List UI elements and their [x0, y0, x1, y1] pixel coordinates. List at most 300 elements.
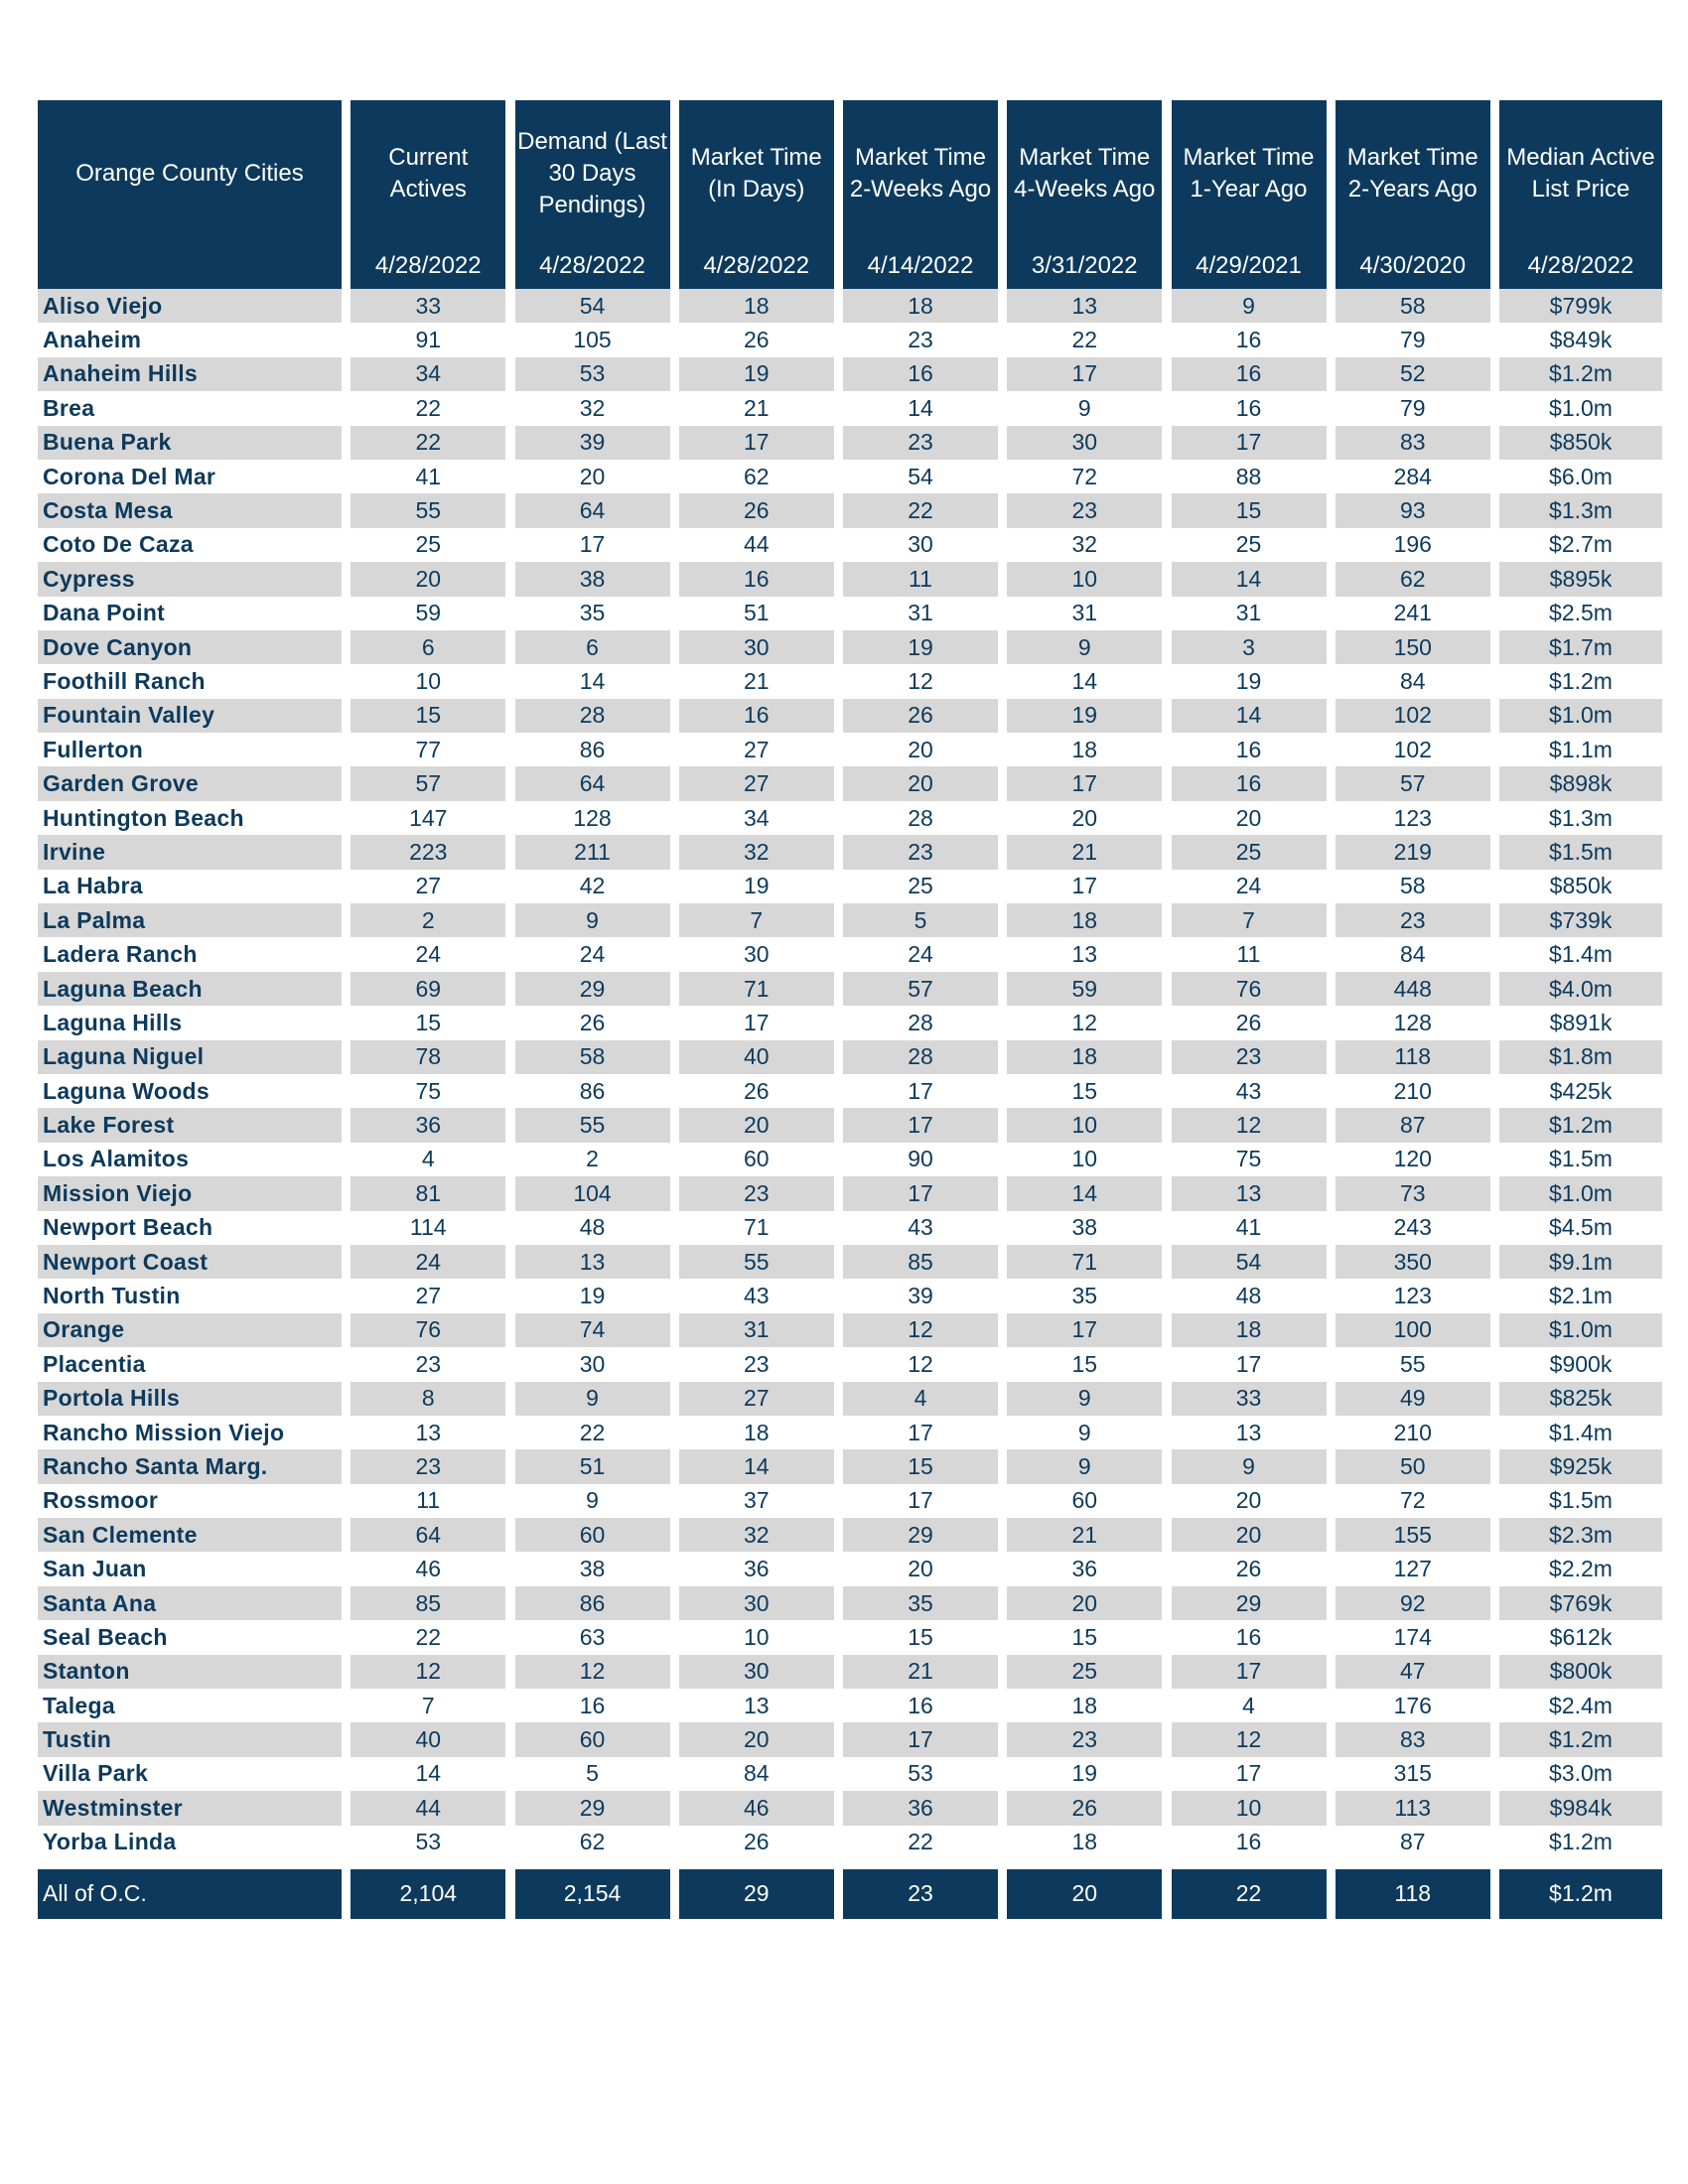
table-cell: 90 [908, 1146, 933, 1172]
table-cell: 54 [908, 463, 933, 489]
table-row [38, 1689, 1658, 1722]
table-cell: 36 [743, 1556, 770, 1582]
table-cell: 64 [515, 493, 670, 527]
table-header-row [38, 100, 1658, 289]
column-header [679, 100, 834, 289]
table-cell: 10 [1172, 1791, 1327, 1825]
table-row [38, 1416, 1658, 1449]
table-cell: 38 [515, 562, 670, 596]
table-cell: 20 [351, 562, 505, 596]
table-cell: $2.4m [1549, 1692, 1613, 1718]
table-cell: 17 [1007, 357, 1162, 391]
city-name-cell: Anaheim Hills [38, 357, 342, 391]
table-cell: 20 [679, 1722, 834, 1756]
table-cell: 11 [843, 562, 998, 596]
table-row [38, 1382, 1658, 1416]
table-cell: 84 [1399, 941, 1426, 968]
table-cell: 40 [351, 1722, 505, 1756]
table-cell: 51 [515, 1449, 670, 1483]
city-name-cell: Tustin [38, 1722, 342, 1756]
column-header-title: Market Time 4-Weeks Ago [1014, 144, 1156, 203]
table-cell: 150 [1336, 630, 1490, 664]
table-cell: 25 [1172, 835, 1327, 869]
table-cell: $2.5m [1549, 600, 1613, 626]
table-cell: 147 [409, 804, 448, 831]
table-cell: 62 [1336, 562, 1490, 596]
table-cell: 57 [1336, 766, 1490, 800]
table-cell: 23 [1007, 493, 1162, 527]
table-row [38, 1722, 1658, 1756]
table-cell: 34 [351, 357, 505, 391]
table-cell: 87 [1399, 1829, 1426, 1855]
table-cell: 23 [743, 1350, 770, 1377]
table-cell: 26 [743, 1077, 770, 1104]
table-cell: 19 [1007, 699, 1162, 733]
table-cell: 113 [1336, 1791, 1490, 1825]
table-cell: 104 [515, 1176, 670, 1210]
table-cell: 14 [1071, 667, 1098, 694]
table-cell: 14 [1007, 1176, 1162, 1210]
table-cell: 18 [843, 289, 998, 323]
table-cell: 16 [579, 1692, 606, 1718]
column-header-date: 4/29/2021 [1196, 252, 1302, 279]
table-cell: 32 [579, 394, 606, 421]
table-cell: 62 [743, 463, 770, 489]
table-cell: 25 [1007, 1655, 1162, 1689]
total-cell: 22 [1172, 1869, 1327, 1919]
table-cell: 72 [1399, 1487, 1426, 1514]
city-name-cell: Cypress [38, 562, 342, 596]
table-cell: 63 [579, 1623, 606, 1650]
city-name-cell: Dana Point [43, 600, 166, 626]
city-name-cell: Villa Park [43, 1760, 149, 1787]
city-name-cell: Anaheim [43, 327, 142, 353]
table-cell: $1.5m [1499, 835, 1662, 869]
table-cell: 10 [1071, 1146, 1098, 1172]
table-cell: 31 [1235, 600, 1262, 626]
table-cell: 17 [908, 1487, 933, 1514]
table-cell: 26 [1235, 1556, 1262, 1582]
table-cell: 7 [421, 1692, 435, 1718]
table-cell: 16 [1235, 736, 1262, 762]
table-cell: 20 [1235, 1487, 1262, 1514]
table-cell: $1.4m [1549, 941, 1613, 968]
total-cell: $1.2m [1499, 1869, 1662, 1919]
table-cell: $1.2m [1549, 1829, 1613, 1855]
city-name-cell: Aliso Viejo [38, 289, 342, 323]
table-cell: 58 [1399, 873, 1426, 899]
table-cell: $1.5m [1549, 1146, 1613, 1172]
table-cell: $1.5m [1549, 1487, 1613, 1514]
table-cell: 85 [843, 1245, 998, 1279]
table-cell: $891k [1549, 1009, 1613, 1035]
city-name-cell: Los Alamitos [43, 1146, 190, 1172]
table-cell: 16 [1235, 1623, 1262, 1650]
table-cell: 32 [1071, 531, 1098, 558]
table-cell: 16 [1235, 1829, 1262, 1855]
table-cell: 35 [1071, 1283, 1098, 1309]
city-name-cell: Placentia [43, 1350, 146, 1377]
table-cell: 12 [1172, 1108, 1327, 1142]
table-row [38, 1108, 1658, 1142]
table-cell: 86 [579, 1077, 606, 1104]
total-cell: 2,154 [515, 1869, 670, 1919]
table-cell: 26 [579, 1009, 606, 1035]
table-cell: 28 [908, 1009, 933, 1035]
table-cell: 30 [908, 531, 933, 558]
table-cell: 6 [351, 630, 505, 664]
total-cell: 118 [1336, 1869, 1490, 1919]
column-header-date: 4/28/2022 [374, 252, 482, 279]
table-cell: 9 [1172, 1449, 1327, 1483]
table-row [38, 1586, 1658, 1620]
table-cell: 52 [1336, 357, 1490, 391]
table-cell: 16 [1235, 394, 1262, 421]
table-cell: $1.2m [1549, 667, 1613, 694]
city-name-cell: Irvine [38, 835, 342, 869]
table-cell: $1.0m [1549, 394, 1613, 421]
table-cell: 47 [1336, 1655, 1490, 1689]
city-name-cell: Brea [43, 394, 95, 421]
table-cell: 22 [415, 1623, 442, 1650]
table-cell: 448 [1336, 972, 1490, 1006]
table-cell: 59 [415, 600, 442, 626]
table-cell: 92 [1336, 1586, 1490, 1620]
table-cell: 18 [1071, 1829, 1098, 1855]
table-cell: 11 [1236, 941, 1261, 968]
table-cell: 42 [579, 873, 606, 899]
table-cell: 20 [843, 766, 998, 800]
table-cell: 22 [415, 394, 442, 421]
table-cell: 23 [351, 1449, 505, 1483]
table-cell: $1.2m [1499, 1108, 1662, 1142]
table-cell: 21 [843, 1655, 998, 1689]
table-row [38, 1620, 1658, 1654]
table-cell: 35 [579, 600, 606, 626]
table-cell: $1.3m [1549, 804, 1613, 831]
table-cell: 7 [1172, 903, 1327, 937]
table-cell: 62 [579, 1829, 606, 1855]
column-header [38, 100, 342, 289]
table-cell: 29 [515, 972, 670, 1006]
table-cell: $612k [1549, 1623, 1613, 1650]
table-cell: 28 [908, 804, 933, 831]
city-name-cell: Seal Beach [43, 1623, 168, 1650]
table-cell: 6 [515, 630, 670, 664]
column-header-title: Current Actives [388, 144, 469, 203]
table-row [38, 323, 1658, 356]
table-cell: 43 [908, 1214, 933, 1241]
table-cell: 83 [1336, 1722, 1490, 1756]
table-cell: $800k [1499, 1655, 1662, 1689]
table-cell: 123 [1393, 804, 1432, 831]
table-cell: 22 [579, 1419, 606, 1445]
table-cell: 33 [351, 289, 505, 323]
table-row [38, 357, 1658, 391]
table-cell: 60 [515, 1518, 670, 1552]
table-cell: 18 [1071, 736, 1098, 762]
table-cell: 17 [743, 1009, 770, 1035]
table-cell: 16 [1235, 327, 1262, 353]
column-header-date: 4/28/2022 [539, 252, 645, 279]
table-cell: 13 [743, 1692, 770, 1718]
table-row [38, 493, 1658, 527]
table-cell: 28 [515, 699, 670, 733]
table-cell: 78 [351, 1040, 505, 1074]
city-name-cell: Orange [38, 1313, 342, 1347]
table-cell: $4.0m [1499, 972, 1662, 1006]
table-cell: 17 [843, 1108, 998, 1142]
city-name-cell: Laguna Hills [43, 1009, 183, 1035]
table-cell: 315 [1393, 1760, 1432, 1787]
table-cell: 16 [908, 1692, 933, 1718]
table-cell: 57 [351, 766, 505, 800]
table-cell: 31 [908, 600, 933, 626]
table-cell: 15 [351, 699, 505, 733]
table-cell: 83 [1336, 426, 1490, 460]
column-header-title: Market Time (In Days) [690, 144, 822, 203]
table-row [38, 870, 1658, 903]
table-cell: 41 [415, 463, 442, 489]
table-cell: 54 [515, 289, 670, 323]
table-cell: 23 [908, 327, 933, 353]
table-row [38, 835, 1658, 869]
table-cell: 39 [515, 426, 670, 460]
table-cell: 20 [908, 736, 933, 762]
table-cell: $1.7m [1499, 630, 1662, 664]
table-cell: 21 [743, 394, 770, 421]
table-cell: 55 [1399, 1350, 1426, 1377]
table-cell: $1.0m [1499, 699, 1662, 733]
table-cell: $925k [1499, 1449, 1662, 1483]
table-cell: 25 [908, 873, 933, 899]
table-cell: $895k [1499, 562, 1662, 596]
city-name-cell: Coto De Caza [43, 531, 194, 558]
market-stats-table [38, 100, 1658, 1919]
table-row [38, 1279, 1658, 1312]
table-cell: 19 [843, 630, 998, 664]
table-cell: 284 [1393, 463, 1432, 489]
table-cell: 43 [1235, 1077, 1262, 1104]
table-cell: 46 [679, 1791, 834, 1825]
table-cell: $2.3m [1499, 1518, 1662, 1552]
table-cell: $2.2m [1549, 1556, 1613, 1582]
table-cell: 71 [1007, 1245, 1162, 1279]
table-cell: 176 [1393, 1692, 1432, 1718]
table-cell: 14 [415, 1760, 442, 1787]
table-cell: 13 [1071, 941, 1098, 968]
city-name-cell: Rossmoor [43, 1487, 159, 1514]
column-header-title: Orange County Cities [75, 160, 304, 187]
table-cell: 14 [679, 1449, 834, 1483]
table-cell: 23 [1007, 1722, 1162, 1756]
table-cell: 17 [679, 426, 834, 460]
table-cell: 10 [1007, 562, 1162, 596]
column-header-date: 4/28/2022 [703, 252, 810, 279]
table-cell: 19 [743, 873, 770, 899]
table-cell: $984k [1499, 1791, 1662, 1825]
total-cell: 2,104 [351, 1869, 505, 1919]
city-name-cell: Fountain Valley [38, 699, 342, 733]
table-cell: 55 [351, 493, 505, 527]
table-cell: 27 [743, 736, 770, 762]
table-cell: $3.0m [1549, 1760, 1613, 1787]
table-cell: 29 [515, 1791, 670, 1825]
column-header [1172, 100, 1327, 289]
table-cell: $769k [1499, 1586, 1662, 1620]
table-cell: 76 [351, 1313, 505, 1347]
table-cell: 15 [843, 1449, 998, 1483]
table-cell: 34 [743, 804, 770, 831]
table-cell: $1.1m [1549, 736, 1613, 762]
table-cell: 128 [573, 804, 612, 831]
table-cell: 12 [351, 1655, 505, 1689]
column-header [1336, 100, 1490, 289]
table-cell: 14 [908, 394, 933, 421]
table-row [38, 460, 1658, 493]
table-row [38, 1245, 1658, 1279]
column-header [351, 100, 505, 289]
table-cell: 26 [843, 699, 998, 733]
table-row [38, 733, 1658, 766]
table-row [38, 597, 1658, 630]
table-cell: 18 [743, 1419, 770, 1445]
table-cell: 241 [1393, 600, 1432, 626]
table-cell: $1.0m [1499, 1176, 1662, 1210]
column-header [1499, 100, 1662, 289]
table-cell: 23 [1336, 903, 1490, 937]
city-name-cell: Rancho Mission Viejo [43, 1419, 285, 1445]
table-cell: 120 [1393, 1146, 1432, 1172]
table-cell: 219 [1336, 835, 1490, 869]
table-cell: 24 [1235, 873, 1262, 899]
table-cell: 59 [1007, 972, 1162, 1006]
table-cell: 9 [1007, 1382, 1162, 1416]
table-row [38, 1040, 1658, 1074]
table-cell: 60 [1071, 1487, 1098, 1514]
table-cell: 32 [679, 1518, 834, 1552]
table-cell: 24 [908, 941, 933, 968]
table-cell: 88 [1235, 463, 1262, 489]
table-cell: 43 [743, 1283, 770, 1309]
table-cell: 64 [351, 1518, 505, 1552]
table-cell: 36 [843, 1791, 998, 1825]
table-cell: 17 [1235, 1350, 1262, 1377]
table-cell: 20 [1172, 1518, 1327, 1552]
table-cell: 114 [409, 1214, 447, 1241]
city-name-cell: Laguna Beach [38, 972, 342, 1006]
table-cell: 14 [579, 667, 606, 694]
column-header-date: 3/31/2022 [1031, 252, 1138, 279]
table-cell: 243 [1393, 1214, 1432, 1241]
city-name-cell: San Juan [43, 1556, 147, 1582]
column-header-date: 4/28/2022 [1527, 252, 1634, 279]
table-cell: 350 [1336, 1245, 1490, 1279]
table-row [38, 903, 1658, 937]
table-cell: 26 [743, 1829, 770, 1855]
city-name-cell: La Habra [43, 873, 143, 899]
table-cell: 4 [1242, 1692, 1255, 1718]
total-cell: 20 [1007, 1869, 1162, 1919]
table-cell: 57 [843, 972, 998, 1006]
table-cell: 100 [1336, 1313, 1490, 1347]
table-cell: 4 [421, 1146, 435, 1172]
table-cell: 33 [1172, 1382, 1327, 1416]
table-cell: 17 [579, 531, 606, 558]
city-name-cell: Laguna Niguel [38, 1040, 342, 1074]
city-name-cell: North Tustin [43, 1283, 181, 1309]
table-cell: 23 [843, 426, 998, 460]
table-cell: $799k [1499, 289, 1662, 323]
table-cell: 15 [415, 1009, 442, 1035]
table-cell: 17 [1172, 1655, 1327, 1689]
table-cell: $9.1m [1499, 1245, 1662, 1279]
table-cell: 8 [351, 1382, 505, 1416]
table-cell: 17 [1172, 426, 1327, 460]
table-cell: 30 [579, 1350, 606, 1377]
table-cell: 27 [679, 1382, 834, 1416]
table-cell: 17 [1007, 766, 1162, 800]
table-cell: 12 [908, 1350, 933, 1377]
table-cell: 30 [743, 941, 770, 968]
city-name-cell: Huntington Beach [43, 804, 244, 831]
table-cell: 23 [415, 1350, 442, 1377]
table-cell: 19 [1071, 1760, 1098, 1787]
table-cell: 9 [1077, 394, 1091, 421]
table-cell: $1.2m [1499, 1722, 1662, 1756]
table-cell: 9 [586, 1487, 599, 1514]
table-cell: 24 [415, 941, 442, 968]
city-name-cell: La Palma [38, 903, 342, 937]
table-cell: 20 [908, 1556, 933, 1582]
table-cell: 118 [1336, 1040, 1490, 1074]
table-cell: 5 [586, 1760, 599, 1787]
table-cell: 23 [1172, 1040, 1327, 1074]
city-name-cell: Fullerton [43, 736, 144, 762]
table-cell: $1.3m [1499, 493, 1662, 527]
city-name-cell: Foothill Ranch [43, 667, 206, 694]
table-cell: 19 [679, 357, 834, 391]
table-cell: 18 [1007, 1040, 1162, 1074]
table-cell: 26 [679, 493, 834, 527]
table-cell: 55 [515, 1108, 670, 1142]
table-cell: 2 [351, 903, 505, 937]
table-cell: 85 [351, 1586, 505, 1620]
table-cell: 23 [843, 835, 998, 869]
table-row [38, 766, 1658, 800]
table-cell: 75 [1235, 1146, 1262, 1172]
table-cell: $1.8m [1499, 1040, 1662, 1074]
table-cell: 24 [351, 1245, 505, 1279]
table-cell: 30 [1007, 426, 1162, 460]
table-cell: 26 [743, 327, 770, 353]
total-cell: 29 [679, 1869, 834, 1919]
table-cell: 10 [1007, 1108, 1162, 1142]
table-cell: 102 [1393, 736, 1432, 762]
table-cell: 38 [579, 1556, 606, 1582]
table-cell: 17 [908, 1077, 933, 1104]
table-cell: 27 [415, 873, 442, 899]
table-cell: 27 [679, 766, 834, 800]
table-cell: 18 [1071, 1692, 1098, 1718]
table-cell: $2.7m [1549, 531, 1613, 558]
table-cell: 9 [515, 903, 670, 937]
table-cell: 15 [1071, 1350, 1098, 1377]
table-cell: 17 [843, 1722, 998, 1756]
table-cell: 20 [579, 463, 606, 489]
table-cell: 17 [1071, 873, 1098, 899]
table-cell: 15 [1071, 1623, 1098, 1650]
